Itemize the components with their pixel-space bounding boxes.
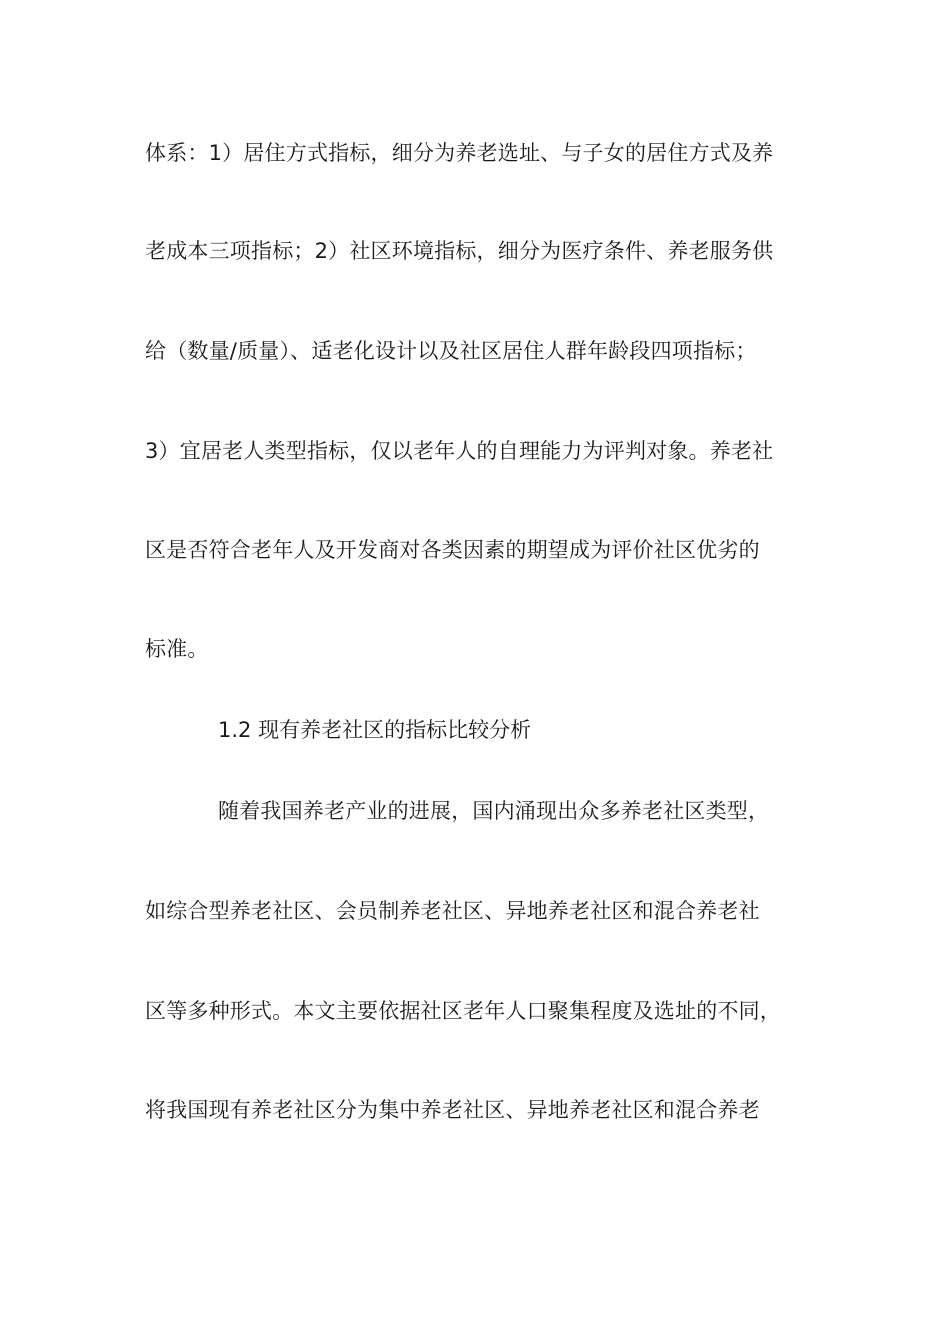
body-text-line: 区等多种形式。本文主要依据社区老年人口聚集程度及选址的不同， <box>145 999 781 1023</box>
body-text-line: 将我国现有养老社区分为集中养老社区、异地养老社区和混合养老 <box>145 1098 760 1122</box>
body-text-line: 给（数量/质量）、适老化设计以及社区居住人群年龄段四项指标； <box>145 339 757 363</box>
body-text-line: 随着我国养老产业的进展，国内涌现出众多养老社区类型， <box>218 799 770 823</box>
body-text-line: 标准。 <box>145 637 209 661</box>
body-text-line: 如综合型养老社区、会员制养老社区、异地养老社区和混合养老社 <box>145 899 760 923</box>
section-heading: 1.2 现有养老社区的指标比较分析 <box>218 718 532 742</box>
body-text-line: 老成本三项指标；2）社区环境指标，细分为医疗条件、养老服务供 <box>145 239 774 263</box>
body-text-line: 区是否符合老年人及开发商对各类因素的期望成为评价社区优劣的 <box>145 538 760 562</box>
body-text-line: 体系：1）居住方式指标，细分为养老选址、与子女的居住方式及养 <box>145 141 774 165</box>
body-text-line: 3）宜居老人类型指标，仅以老年人的自理能力为评判对象。养老社 <box>145 439 774 463</box>
